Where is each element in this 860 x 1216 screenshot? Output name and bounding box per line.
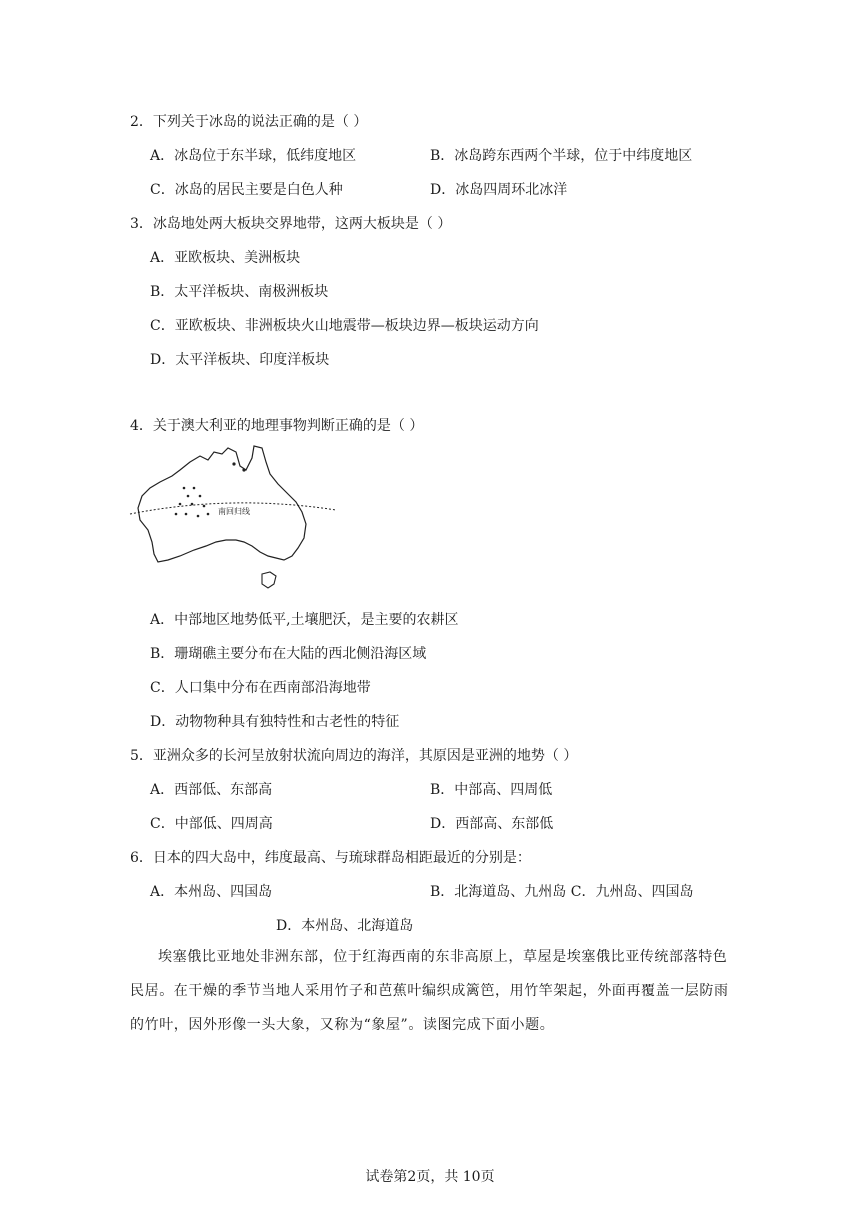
question-6-stem: 6．日本的四大岛中，纬度最高、与琉球群岛相距最近的分别是： <box>130 850 531 866</box>
question-2-option-c: C．冰岛的居民主要是白色人种 <box>150 182 343 198</box>
australia-map <box>128 444 340 594</box>
question-4-stem: 4．关于澳大利亚的地理事物判断正确的是（ ） <box>130 418 424 434</box>
question-3-option-c: C．亚欧板块、非洲板块火山地震带—板块边界—板块运动方向 <box>150 318 539 334</box>
question-3-option-b: B．太平洋板块、南极洲板块 <box>150 284 329 300</box>
question-5-option-a: A．西部低、东部高 <box>150 782 273 798</box>
question-5-option-b: B．中部高、四周低 <box>430 782 553 798</box>
question-6-option-a: A．本州岛、四国岛 <box>150 884 273 900</box>
question-2-option-b: B．冰岛跨东西两个半球，位于中纬度地区 <box>430 148 693 164</box>
question-4-option-d: D．动物物种具有独特性和古老性的特征 <box>150 714 400 730</box>
question-2-stem: 2．下列关于冰岛的说法正确的是（ ） <box>130 114 368 130</box>
tropic-of-capricorn-label: 南回归线 <box>218 507 250 516</box>
page-footer: 试卷第2页，共 10页 <box>365 1169 495 1185</box>
question-5-option-c: C．中部低、四周高 <box>150 816 273 832</box>
question-3-stem: 3．冰岛地处两大板块交界地带，这两大板块是（ ） <box>130 216 452 232</box>
question-4-option-a: A．中部地区地势低平,土壤肥沃，是主要的农耕区 <box>150 612 459 628</box>
question-3-option-a: A．亚欧板块、美洲板块 <box>150 250 301 266</box>
reading-passage: 埃塞俄比亚地处非洲东部，位于红海西南的东非高原上，草屋是埃塞俄比亚传统部落特色民居。在干燥的季节当地人采用竹子和芭蕉叶编织成篱笆，用竹竿架起，外面再覆盖一层防雨的竹叶，因外形像一头大象，又称为“象屋”。读图完成下面小题。 <box>130 949 729 1033</box>
question-2-option-d: D．冰岛四周环北冰洋 <box>430 182 568 198</box>
question-5-option-d: D．西部高、东部低 <box>430 816 554 832</box>
question-4-option-b: B．珊瑚礁主要分布在大陆的西北侧沿海区域 <box>150 646 427 662</box>
tasmania-island <box>262 572 276 588</box>
question-3-option-d: D．太平洋板块、印度洋板块 <box>150 352 330 368</box>
question-5-stem: 5．亚洲众多的长河呈放射状流向周边的海洋，其原因是亚洲的地势（ ） <box>130 748 578 764</box>
australia-outline <box>138 446 306 562</box>
question-2-option-a: A．冰岛位于东半球，低纬度地区 <box>150 148 357 164</box>
coast-marker <box>232 462 235 465</box>
coast-marker <box>242 468 245 471</box>
desert-dots <box>175 487 210 518</box>
question-6-option-bc: B．北海道岛、九州岛 C．九州岛、四国岛 <box>430 884 694 900</box>
question-6-option-d: D．本州岛、北海道岛 <box>276 918 414 934</box>
question-4-option-c: C．人口集中分布在西南部沿海地带 <box>150 680 371 696</box>
